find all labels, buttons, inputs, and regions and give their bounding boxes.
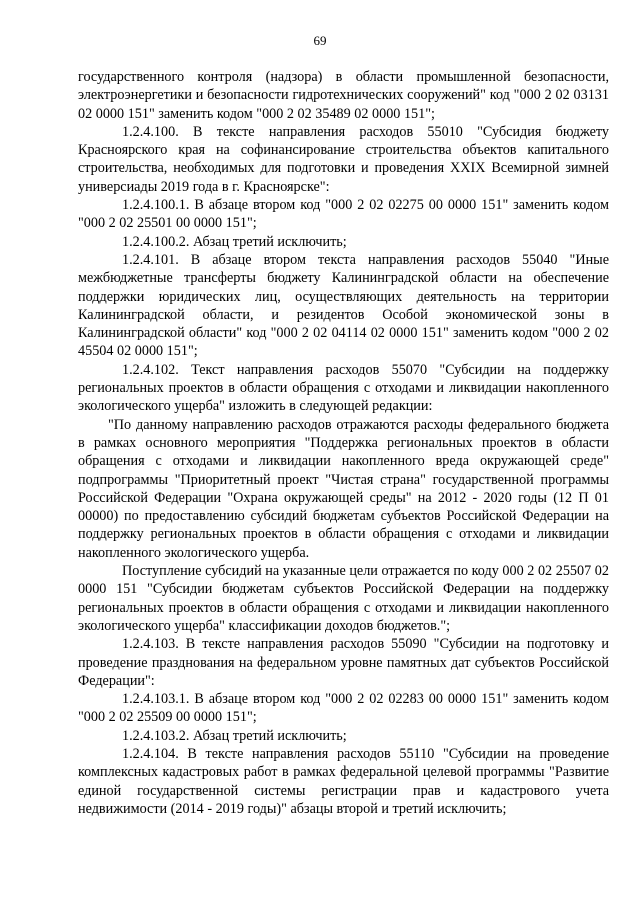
paragraph-quoted-receipts: Поступление субсидий на указанные цели отражается по коду 000 2 02 25507 02 0000 151 "Субсидии бюджетам субъектов Российской Федерации на поддержку региональных проектов в области обращения с отходами и ликвидации накопленного экологического ущерба" классификации доходов бюджетов."; bbox=[78, 563, 609, 634]
paragraph-item-1-2-4-100-2: 1.2.4.100.2. Абзац третий исключить; bbox=[122, 233, 347, 250]
paragraph-item-1-2-4-104: 1.2.4.104. В тексте направления расходов 55110 "Субсидии на проведение комплексных кадастровых работ в рамках федеральной целевой программы "Развитие единой государственной системы регистрации прав и кадастрового учета недвижимости (2014 - 2019 годы)" абзацы второй и третий исключить; bbox=[78, 745, 609, 817]
page-number: 69 bbox=[313, 33, 327, 48]
paragraph-item-1-2-4-103: 1.2.4.103. В тексте направления расходов 55090 "Субсидии на подготовку и проведение празднования на федеральном уровне памятных дат субъектов Российской Федерации": bbox=[78, 636, 609, 689]
paragraph-continuation: государственного контроля (надзора) в области промышленной безопасности, электроэнергетики и безопасности гидротехнических сооружений" код "000 2 02 03131 02 0000 151" заменить кодом "000 2 02 35489 02 0000 151"; bbox=[78, 69, 609, 122]
document-body bbox=[78, 68, 609, 818]
paragraph-item-1-2-4-103-2: 1.2.4.103.2. Абзац третий исключить; bbox=[122, 727, 347, 744]
paragraph-item-1-2-4-101: 1.2.4.101. В абзаце втором текста направления расходов 55040 "Иные межбюджетные трансферты бюджету Калининградской области на обеспечение поддержки юридических лиц, осуществляющих деятельность на территории Калининградской области, и резидентов Особой экономической зоны в Калининградской области" код "000 2 02 04114 02 0000 151" заменить кодом "000 2 02 45504 02 0000 151"; bbox=[78, 251, 609, 360]
paragraph-quoted-text: "По данному направлению расходов отражаются расходы федерального бюджета в рамках основного мероприятия "Поддержка региональных проектов в области обращения с отходами и ликвидации накопленного вреда окружающей среде" подпрограммы "Приоритетный проект "Чистая страна" государственной программы Российской Федерации "Охрана окружающей среды" на 2012 - 2020 годы (12 П 01 00000) по предоставлению субсидий бюджетам субъектов Российской Федерации на поддержку региональных проектов в области обращения с отходами и ликвидации накопленного экологического ущерба. bbox=[78, 416, 609, 561]
paragraph-item-1-2-4-103-1: 1.2.4.103.1. В абзаце втором код "000 2 02 02283 00 0000 151" заменить кодом "000 2 02 25509 00 0000 151"; bbox=[78, 691, 609, 726]
paragraph-item-1-2-4-102: 1.2.4.102. Текст направления расходов 55070 "Субсидии на поддержку региональных проектов в области обращения с отходами и ликвидации накопленного экологического ущерба" изложить в следующей редакции: bbox=[78, 361, 609, 415]
paragraph-item-1-2-4-100: 1.2.4.100. В тексте направления расходов 55010 "Субсидия бюджету Красноярского края на софинансирование строительства объектов капитального строительства, необходимых для подготовки и проведения XXIX Всемирной зимней универсиады 2019 года в г. Красноярске": bbox=[78, 123, 609, 195]
paragraph-item-1-2-4-100-1: 1.2.4.100.1. В абзаце втором код "000 2 02 02275 00 0000 151" заменить кодом "000 2 02 25501 00 0000 151"; bbox=[78, 197, 609, 232]
